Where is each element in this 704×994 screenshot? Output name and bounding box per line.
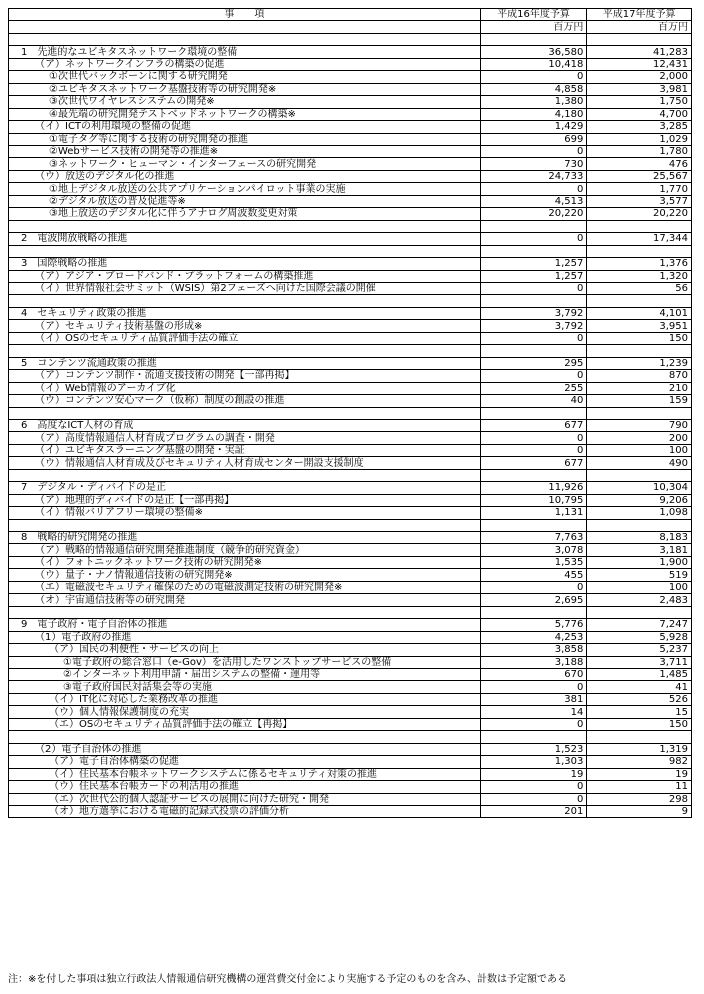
row-h17-value: 56 [587,282,692,294]
table-row [9,656,692,668]
row-h16-value: 10,795 [480,494,587,506]
row-label: （イ）ICTの利用環境の整備の促進 [9,121,481,133]
budget-table-container [8,8,692,818]
unit-h16: 百万円 [480,21,587,33]
row-h17-value: 159 [587,395,692,407]
row-h16-value: 295 [480,357,587,369]
row-label: （ア）国民の利便性・サービスの向上 [9,644,481,656]
table-row [9,307,692,319]
row-h16-value: 455 [480,569,587,581]
row-h17-value: 2,483 [587,594,692,606]
row-h16-value: 3,078 [480,544,587,556]
header-item: 事 項 [9,9,481,21]
row-h17-value: 3,285 [587,121,692,133]
row-h17-value: 17,344 [587,233,692,245]
row-h17-value: 1,900 [587,556,692,568]
row-h17-value: 100 [587,444,692,456]
row-label [9,606,481,618]
row-h16-value: 699 [480,133,587,145]
row-h17-value: 2,000 [587,71,692,83]
row-h17-value: 150 [587,332,692,344]
row-h17-value [587,245,692,257]
spacer-row [9,295,692,307]
row-h17-value: 9 [587,806,692,818]
row-h17-value: 1,098 [587,507,692,519]
row-label: （ア）セキュリティ技術基盤の形成※ [9,320,481,332]
table-row [9,681,692,693]
row-h17-value: 10,304 [587,482,692,494]
row-label: （ア）地理的ディバイドの是正【一部再掲】 [9,494,481,506]
row-h17-value [587,606,692,618]
row-label: 8 戦略的研究開発の推進 [9,532,481,544]
table-row [9,320,692,332]
row-h16-value: 0 [480,332,587,344]
spacer-row [9,606,692,618]
row-h16-value [480,519,587,531]
row-h16-value: 1,523 [480,743,587,755]
row-h17-value: 5,928 [587,631,692,643]
row-h17-value: 8,183 [587,532,692,544]
table-row [9,270,692,282]
table-row [9,183,692,195]
row-h17-value: 11 [587,781,692,793]
table-row [9,395,692,407]
row-h16-value: 0 [480,282,587,294]
row-h17-value: 3,951 [587,320,692,332]
table-row [9,743,692,755]
row-h17-value: 519 [587,569,692,581]
row-label: 6 高度なICT人材の育成 [9,419,481,431]
row-label: （オ）宇宙通信技術等の研究開発 [9,594,481,606]
row-h16-value: 0 [480,444,587,456]
table-row [9,208,692,220]
table-row [9,46,692,58]
row-h16-value: 11,926 [480,482,587,494]
row-h16-value: 0 [480,370,587,382]
row-h17-value: 20,220 [587,208,692,220]
row-h16-value: 0 [480,793,587,805]
row-label: （オ）地方選挙における電磁的記録式投票の評価分析 [9,806,481,818]
row-label: （ウ）量子・ナノ情報通信技術の研究開発※ [9,569,481,581]
row-h17-value [587,731,692,743]
row-h16-value: 0 [480,432,587,444]
row-label: ①電子タグ等に関する技術の研究開発の推進 [9,133,481,145]
row-label: （エ）電磁波セキュリティ確保のための電磁波測定技術の研究開発※ [9,581,481,593]
row-label: （イ）IT化に対応した業務改革の推進 [9,693,481,705]
row-h17-value: 41 [587,681,692,693]
row-h17-value: 526 [587,693,692,705]
row-h16-value: 2,695 [480,594,587,606]
table-row [9,644,692,656]
table-row [9,357,692,369]
row-h16-value: 0 [480,718,587,730]
row-h16-value: 4,513 [480,195,587,207]
row-h17-value: 12,431 [587,58,692,70]
table-row [9,195,692,207]
row-h16-value: 677 [480,419,587,431]
row-label: ③電子政府国民対話集会等の実施 [9,681,481,693]
spacer-row [9,220,692,232]
row-label: （ウ）放送のデジタル化の推進 [9,170,481,182]
table-row [9,494,692,506]
row-h16-value: 14 [480,706,587,718]
table-row [9,693,692,705]
row-label [9,295,481,307]
row-label: （イ）住民基本台帳ネットワークシステムに係るセキュリティ対策の推進 [9,768,481,780]
row-h17-value: 1,376 [587,258,692,270]
row-label: 1 先進的なユビキタスネットワーク環境の整備 [9,46,481,58]
row-h16-value [480,245,587,257]
row-h16-value: 1,429 [480,121,587,133]
unit-h17: 百万円 [587,21,692,33]
spacer-row [9,345,692,357]
row-label: （ア）コンテンツ制作・流通支援技術の開発【一部再掲】 [9,370,481,382]
row-h17-value: 1,029 [587,133,692,145]
row-h16-value: 0 [480,183,587,195]
budget-table [8,8,692,818]
row-h17-value: 476 [587,158,692,170]
row-h17-value: 7,247 [587,619,692,631]
table-row [9,282,692,294]
row-label: ①地上デジタル放送の公共アプリケーションパイロット事業の実施 [9,183,481,195]
row-h17-value: 870 [587,370,692,382]
row-label: 3 国際戦略の推進 [9,258,481,270]
table-row [9,756,692,768]
row-h16-value: 4,180 [480,108,587,120]
row-label: 4 セキュリティ政策の推進 [9,307,481,319]
table-row [9,619,692,631]
row-label: ④最先端の研究開発テストベッドネットワークの構築※ [9,108,481,120]
table-row [9,532,692,544]
table-row [9,432,692,444]
row-label: ③次世代ワイヤレスシステムの開発※ [9,96,481,108]
row-label: （ア）高度情報通信人材育成プログラムの調査・開発 [9,432,481,444]
row-label [9,33,481,45]
row-label [9,220,481,232]
row-h17-value: 41,283 [587,46,692,58]
row-label: ③ネットワーク・ヒューマン・インターフェースの研究開発 [9,158,481,170]
unit-row [9,21,692,33]
table-row [9,133,692,145]
row-h16-value: 3,188 [480,656,587,668]
table-row [9,781,692,793]
row-label: （イ）情報バリアフリー環境の整備※ [9,507,481,519]
row-label: （ウ）個人情報保護制度の充実 [9,706,481,718]
budget-table-body [9,9,692,818]
table-row [9,108,692,120]
row-h17-value: 982 [587,756,692,768]
row-h16-value: 255 [480,382,587,394]
row-label: 9 電子政府・電子自治体の推進 [9,619,481,631]
table-row [9,457,692,469]
row-label: （イ）Web情報のアーカイブ化 [9,382,481,394]
row-h17-value [587,33,692,45]
row-h17-value [587,295,692,307]
row-h16-value: 4,858 [480,83,587,95]
row-h17-value: 210 [587,382,692,394]
row-label: ③地上放送のデジタル化に伴うアナログ周波数変更対策 [9,208,481,220]
table-row [9,71,692,83]
row-h16-value: 36,580 [480,46,587,58]
row-label: 2 電波開放戦略の推進 [9,233,481,245]
row-h16-value: 0 [480,781,587,793]
row-h17-value: 3,181 [587,544,692,556]
table-row [9,544,692,556]
row-h16-value: 0 [480,581,587,593]
row-h16-value: 3,792 [480,320,587,332]
row-label [9,345,481,357]
row-label [9,731,481,743]
table-row [9,706,692,718]
row-h16-value: 4,253 [480,631,587,643]
row-h17-value: 4,101 [587,307,692,319]
row-h17-value: 3,577 [587,195,692,207]
row-h17-value [587,220,692,232]
row-h16-value [480,407,587,419]
table-row [9,793,692,805]
spacer-row [9,245,692,257]
row-h16-value [480,731,587,743]
row-label: （ウ）情報通信人材育成及びセキュリティ人材育成センター開設支援制度 [9,457,481,469]
row-h16-value: 1,257 [480,258,587,270]
row-h16-value: 19 [480,768,587,780]
table-row [9,370,692,382]
row-h16-value [480,295,587,307]
header-row [9,9,692,21]
row-label: （1）電子政府の推進 [9,631,481,643]
row-h16-value: 0 [480,71,587,83]
row-label: ②ユビキタスネットワーク基盤技術等の研究開発※ [9,83,481,95]
spacer-row [9,469,692,481]
table-row [9,58,692,70]
row-h17-value: 5,237 [587,644,692,656]
footnote: 注：※を付した事項は独立行政法人情報通信研究機構の運営費交付金により実施する予定のものを含み、計数は予定額である [8,974,567,985]
row-h16-value: 1,380 [480,96,587,108]
row-h16-value: 730 [480,158,587,170]
row-h16-value: 0 [480,145,587,157]
row-label: （ウ）コンテンツ安心マーク（仮称）制度の創設の推進 [9,395,481,407]
table-row [9,382,692,394]
row-label [9,519,481,531]
row-h16-value: 201 [480,806,587,818]
row-label: （ア）ネットワークインフラの構築の促進 [9,58,481,70]
table-row [9,444,692,456]
row-label [9,245,481,257]
row-h17-value: 1,239 [587,357,692,369]
table-row [9,581,692,593]
row-label: （ア）戦略的情報通信研究開発推進制度（競争的研究資金） [9,544,481,556]
row-h17-value: 3,981 [587,83,692,95]
table-row [9,233,692,245]
row-label: （イ）ユビキタスラーニング基盤の開発・実証 [9,444,481,456]
row-h17-value [587,469,692,481]
row-h16-value: 677 [480,457,587,469]
row-label: ①次世代バックボーンに関する研究開発 [9,71,481,83]
header-h16: 平成16年度予算 [480,9,587,21]
row-h16-value: 381 [480,693,587,705]
row-label [9,407,481,419]
table-row [9,507,692,519]
row-h16-value: 7,763 [480,532,587,544]
row-h17-value [587,345,692,357]
row-h16-value: 5,776 [480,619,587,631]
row-label: 7 デジタル・ディバイドの是正 [9,482,481,494]
table-row [9,669,692,681]
spacer-row [9,731,692,743]
row-label: （ア）電子自治体構築の促進 [9,756,481,768]
spacer-row [9,519,692,531]
row-h17-value: 790 [587,419,692,431]
row-label: （イ）OSのセキュリティ品質評価手法の確立 [9,332,481,344]
row-h17-value: 1,485 [587,669,692,681]
table-row [9,96,692,108]
row-h17-value: 1,320 [587,270,692,282]
row-h17-value: 19 [587,768,692,780]
row-h17-value: 9,206 [587,494,692,506]
row-h16-value: 0 [480,681,587,693]
table-row [9,83,692,95]
row-h17-value: 490 [587,457,692,469]
row-label: ②インターネット利用申請・届出システムの整備・運用等 [9,669,481,681]
row-label: （ウ）住民基本台帳カードの利活用の推進 [9,781,481,793]
row-h16-value: 1,131 [480,507,587,519]
row-h16-value: 0 [480,233,587,245]
row-h16-value: 20,220 [480,208,587,220]
row-label: （2）電子自治体の推進 [9,743,481,755]
row-h17-value: 150 [587,718,692,730]
row-h16-value: 40 [480,395,587,407]
table-row [9,145,692,157]
table-row [9,594,692,606]
row-h17-value: 200 [587,432,692,444]
row-label: ②Webサービス技術の開発等の推進※ [9,145,481,157]
row-h17-value: 25,567 [587,170,692,182]
header-h17: 平成17年度予算 [587,9,692,21]
row-h17-value: 1,319 [587,743,692,755]
row-h16-value: 1,257 [480,270,587,282]
row-h16-value: 1,303 [480,756,587,768]
row-label: （イ）世界情報社会サミット（WSIS）第2フェーズへ向けた国際会議の開催 [9,282,481,294]
table-row [9,806,692,818]
table-row [9,170,692,182]
table-row [9,258,692,270]
row-h16-value [480,345,587,357]
row-h17-value: 1,770 [587,183,692,195]
row-label: （イ）フォトニックネットワーク技術の研究開発※ [9,556,481,568]
row-h17-value: 1,750 [587,96,692,108]
spacer-row [9,407,692,419]
row-h17-value: 100 [587,581,692,593]
row-h16-value: 1,535 [480,556,587,568]
table-row [9,569,692,581]
row-label: （エ）次世代公的個人認証サービスの展開に向けた研究・開発 [9,793,481,805]
table-row [9,158,692,170]
table-row [9,556,692,568]
row-h16-value: 670 [480,669,587,681]
unit-blank [9,21,481,33]
table-row [9,718,692,730]
row-h17-value: 15 [587,706,692,718]
row-h16-value: 3,792 [480,307,587,319]
row-h17-value: 298 [587,793,692,805]
row-h16-value: 3,858 [480,644,587,656]
row-h17-value: 1,780 [587,145,692,157]
row-label: 5 コンテンツ流通政策の推進 [9,357,481,369]
row-h16-value: 10,418 [480,58,587,70]
table-row [9,631,692,643]
row-h17-value: 4,700 [587,108,692,120]
row-h16-value [480,220,587,232]
spacer-row [9,33,692,45]
row-label: （ア）アジア・ブロードバンド・プラットフォームの構築推進 [9,270,481,282]
table-row [9,419,692,431]
row-h17-value: 3,711 [587,656,692,668]
row-h17-value [587,407,692,419]
row-h16-value [480,33,587,45]
row-label: （エ）OSのセキュリティ品質評価手法の確立【再掲】 [9,718,481,730]
row-h16-value [480,469,587,481]
row-label: ②デジタル放送の普及促進等※ [9,195,481,207]
table-row [9,482,692,494]
table-row [9,332,692,344]
row-label: ①電子政府の総合窓口（e-Gov）を活用したワンストップサービスの整備 [9,656,481,668]
row-h17-value [587,519,692,531]
table-row [9,768,692,780]
table-row [9,121,692,133]
row-h16-value [480,606,587,618]
row-h16-value: 24,733 [480,170,587,182]
row-label [9,469,481,481]
